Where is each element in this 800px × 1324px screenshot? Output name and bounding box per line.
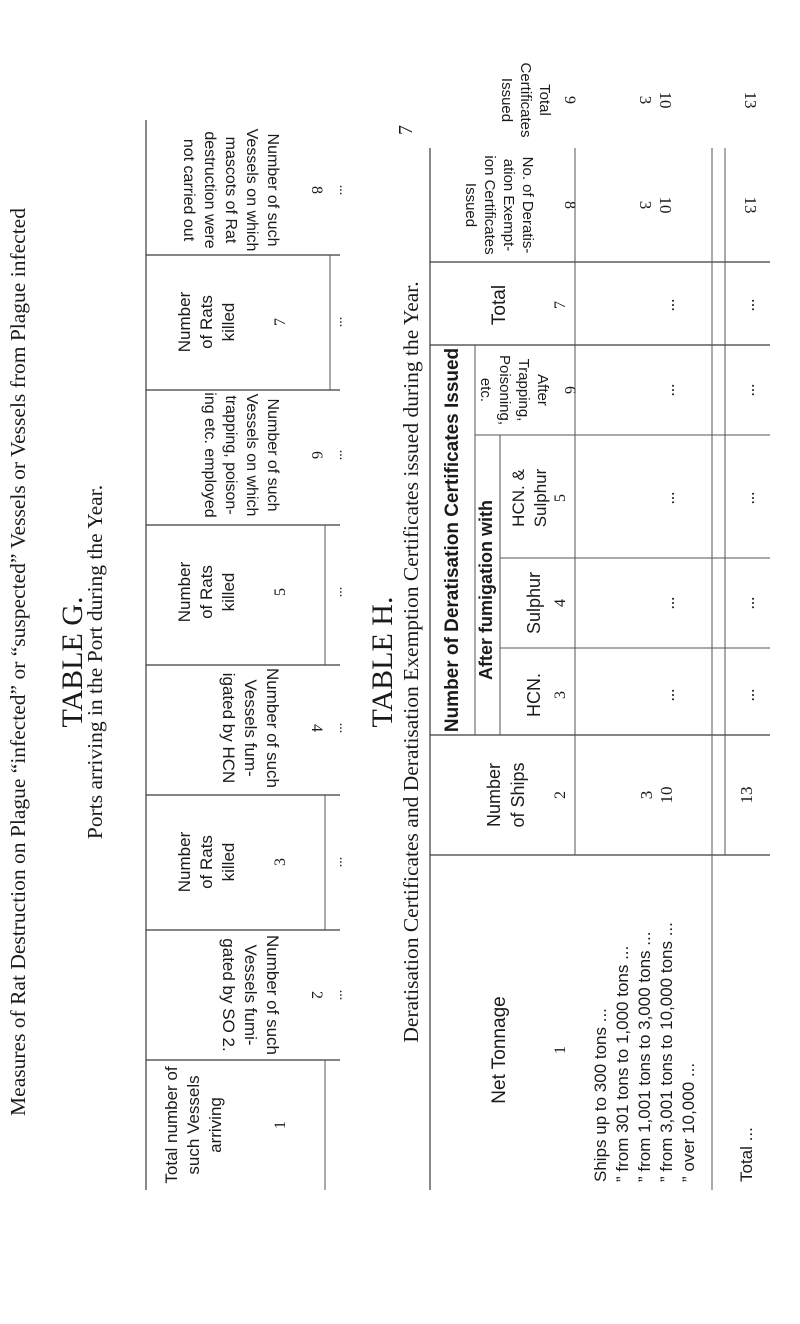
table-h-num: 6	[561, 386, 578, 394]
table-g-num: 7	[272, 318, 289, 326]
table-g-header-rats-killed-2: Number of Rats killed	[175, 561, 238, 623]
table-g-blank-marks	[336, 185, 351, 1001]
group-deratisation: Number of Deratisation Certificates Issued	[442, 347, 463, 733]
table-g-num: 2	[308, 991, 325, 999]
table-g-caption-line2: Ports arriving in the Port during the Year.	[83, 484, 107, 840]
dots: ...	[336, 722, 351, 734]
cell-after-trapping-total: ...	[748, 383, 767, 397]
table-h-num: 2	[552, 791, 569, 799]
table-g-header-rats-killed-1: Number of Rats killed	[175, 831, 238, 893]
cell-exemption: 3	[636, 200, 655, 210]
dots: ...	[336, 316, 351, 328]
row-label: ” from 301 tons to 1,000 tons ...	[613, 945, 632, 1182]
table-g-caption-line1: Measures of Rat Destruction on Plague “infected” or “suspected” Vessels or Vessels from Plague infected	[6, 208, 30, 1116]
dots: ...	[336, 856, 351, 868]
row-label: ” from 1,001 tons to 3,000 tons ...	[635, 931, 654, 1182]
cell-ships: 3	[637, 790, 656, 800]
table-h-title: TABLE H.	[366, 596, 399, 728]
cell-after-trapping: ...	[668, 383, 687, 397]
cell-hcn-sulphur-total: ...	[748, 491, 767, 505]
cell-exemption: 10	[656, 196, 675, 214]
table-g-header-trapping: Number of suchVessels on whichtrapping, poison-ing etc. employed	[201, 392, 281, 518]
table-g-num: 5	[272, 588, 289, 596]
table-g-num: 3	[272, 858, 289, 866]
dots: ...	[336, 989, 351, 1001]
table-h-num: 7	[552, 301, 569, 309]
table-g-title: TABLE G.	[56, 596, 89, 728]
table-h-caption: Deratisation Certificates and Deratisation Exemption Certificates issued during the Year.	[399, 281, 423, 1043]
total-row-label: Total ...	[737, 1127, 756, 1182]
table-h-values	[636, 92, 767, 804]
col-hcn: HCN.	[524, 673, 544, 717]
cell-hcn: ...	[668, 688, 687, 702]
table-g-header-rats-killed-3: Number of Rats killed	[175, 291, 238, 353]
dots: ...	[336, 449, 351, 461]
table-h-num: 5	[552, 494, 569, 502]
cell-total-cert-total: 13	[741, 91, 760, 109]
row-label: Ships up to 300 tons ...	[591, 1008, 610, 1182]
col-total-certificates: TotalCertificatesIssued	[498, 62, 553, 138]
row-label: ” over 10,000 ...	[679, 1062, 698, 1182]
col-exemption: No. of Deratis-ation Exempt-ion CertificatesIssued	[462, 155, 536, 255]
table-h-num: 3	[552, 691, 569, 699]
table-h-row-labels	[591, 922, 756, 1182]
cell-total-cert: 10	[656, 91, 675, 109]
group-fumigation: After fumigation with	[476, 500, 496, 680]
table-g-header-so2-fumigated: Number of suchVessels fumi-gated by SO 2.	[219, 935, 282, 1055]
table-h-num: 4	[552, 599, 569, 607]
col-after-trapping: AfterTrapping,Poisoning,etc.	[477, 354, 551, 426]
cell-sulphur: ...	[668, 596, 687, 610]
table-h-num: 9	[561, 96, 578, 104]
cell-total: ...	[668, 298, 687, 312]
cell-total-cert: 3	[636, 95, 655, 105]
cell-exemption-total: 13	[741, 196, 760, 214]
cell-ships-total: 13	[737, 786, 756, 804]
cell-hcn-sulphur: ...	[668, 491, 687, 505]
col-sulphur: Sulphur	[524, 571, 544, 635]
table-g-num: 1	[272, 1121, 289, 1129]
page-mark: 7	[395, 125, 417, 135]
table-g-num: 6	[308, 451, 325, 459]
cell-ships: 10	[657, 786, 676, 804]
table-g-num: 4	[308, 724, 325, 732]
col-hcn-sulphur: HCN. & Sulphur	[509, 468, 550, 528]
table-g-header-hcn-fumigated: Number of suchVessels fum-igated by HCN	[219, 668, 282, 788]
table-h-num: 8	[561, 201, 578, 209]
table-g-header-total-vessels: Total number of such Vessels arriving	[162, 1066, 225, 1184]
table-h-num: 1	[552, 1046, 569, 1054]
dots: ...	[336, 586, 351, 598]
dots: ...	[336, 184, 351, 196]
table-g-header-not-carried-out: Number of suchVessels on whichmascots of Ratdestruction werenot carried out	[180, 128, 281, 252]
table-g-headers	[162, 129, 282, 1184]
col-number-of-ships: Number of Ships	[484, 762, 528, 828]
table-h-headers	[442, 62, 553, 1103]
col-net-tonnage: Net Tonnage	[489, 996, 510, 1104]
cell-hcn-total: ...	[748, 688, 767, 702]
table-g-num: 8	[308, 186, 325, 194]
cell-sulphur-total: ...	[748, 596, 767, 610]
table-h-col-numbers	[552, 96, 578, 1054]
cell-total-total: ...	[748, 298, 767, 312]
row-label: ” from 3,001 tons to 10,000 tons ...	[657, 922, 676, 1182]
col-total: Total	[489, 284, 510, 326]
